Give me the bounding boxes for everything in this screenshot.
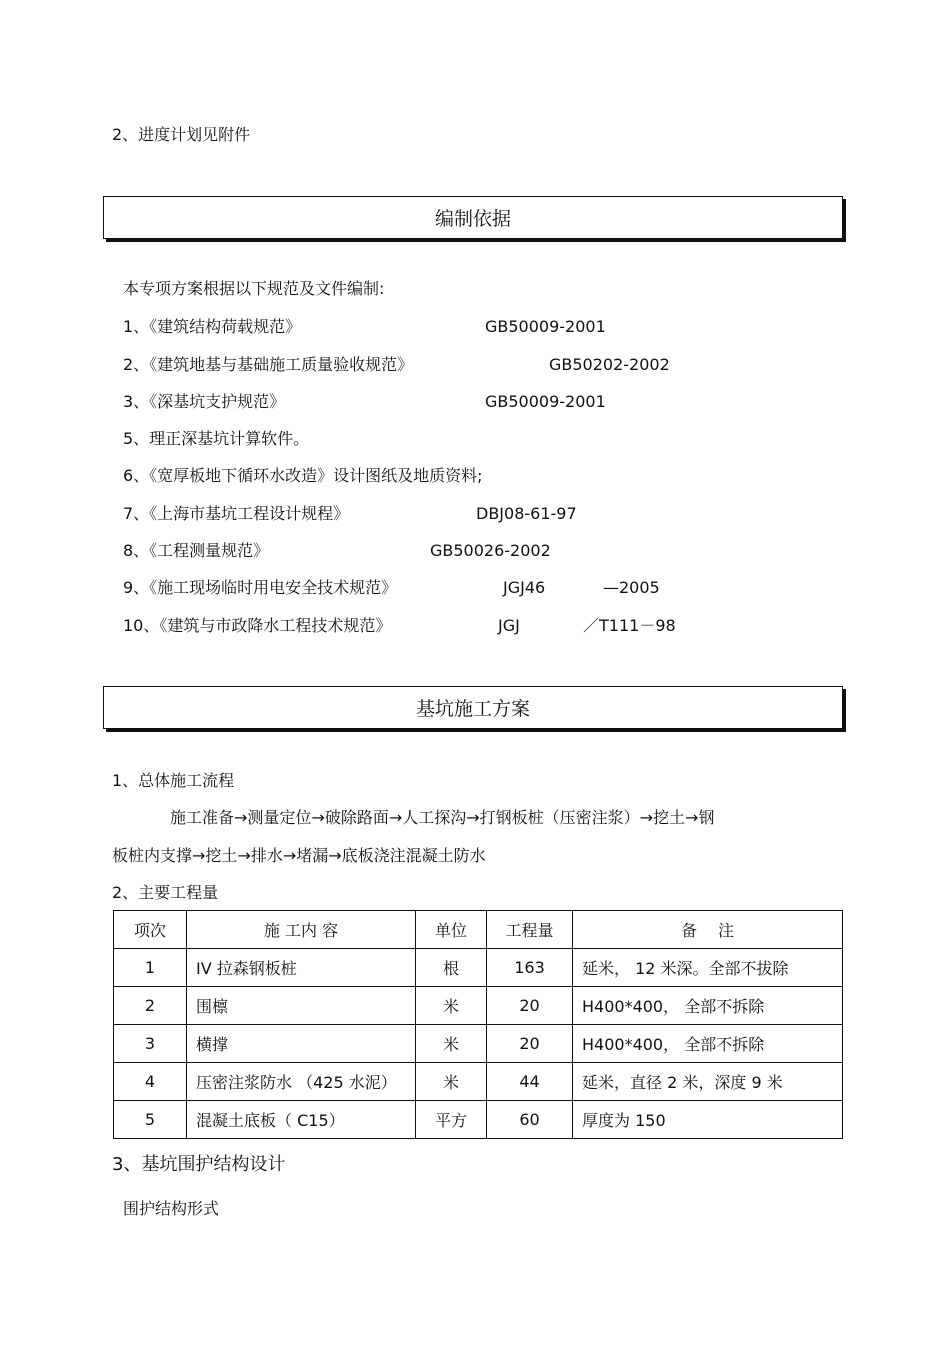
basis-item-code-suffix: ／T111－98 — [583, 616, 676, 635]
flow-heading: 1、总体施工流程 — [112, 771, 235, 790]
section-title-basis: 编制依据 — [103, 196, 843, 239]
table-cell: 4 — [114, 1063, 187, 1101]
basis-item-text: 2、《建筑地基与基础施工质量验收规范》 — [123, 355, 414, 374]
table-row — [114, 949, 843, 987]
table-cell: 横撑 — [187, 1025, 416, 1063]
table-cell: 20 — [487, 987, 573, 1025]
table-row — [114, 987, 843, 1025]
table-header-row — [114, 911, 843, 949]
table-cell: 5 — [114, 1101, 187, 1139]
basis-item-code: GB50026-2002 — [430, 541, 551, 560]
design-subheading: 围护结构形式 — [123, 1199, 220, 1218]
basis-item-text: 5、理正深基坑计算软件。 — [123, 429, 310, 448]
table-cell: 根 — [416, 949, 487, 987]
table-cell: IV 拉森钢板桩 — [187, 949, 416, 987]
basis-item-text: 9、《施工现场临时用电安全技术规范》 — [123, 578, 398, 597]
table-cell: 压密注浆防水 （425 水泥） — [187, 1063, 416, 1101]
basis-item-text: 7、《上海市基坑工程设计规程》 — [123, 504, 350, 523]
header-cell: 项次 — [114, 911, 187, 949]
table-cell: 米 — [416, 1025, 487, 1063]
quantity-table — [113, 910, 843, 1139]
design-heading: 3、基坑围护结构设计 — [112, 1154, 286, 1175]
header-cell: 工程量 — [487, 911, 573, 949]
table-cell: 厚度为 150 — [573, 1101, 843, 1139]
table-cell: 3 — [114, 1025, 187, 1063]
table-row — [114, 1063, 843, 1101]
flow-line-2: 板桩内支撑→挖土→排水→堵漏→底板浇注混凝土防水 — [112, 846, 486, 865]
basis-item-code-suffix: —2005 — [603, 578, 660, 597]
basis-item-code: DBJ08-61-97 — [476, 504, 577, 523]
table-cell: 20 — [487, 1025, 573, 1063]
table-cell: H400*400， 全部不拆除 — [573, 1025, 843, 1063]
table-cell: 延米，直径 2 米，深度 9 米 — [573, 1063, 843, 1101]
basis-item-text: 8、《工程测量规范》 — [123, 541, 270, 560]
table-cell: H400*400， 全部不拆除 — [573, 987, 843, 1025]
basis-item-code: JGJ46 — [503, 578, 546, 597]
table-cell: 44 — [487, 1063, 573, 1101]
table-cell: 混凝土底板（ C15） — [187, 1101, 416, 1139]
basis-item-text: 6、《宽厚板地下循环水改造》设计图纸及地质资料; — [123, 466, 483, 485]
table-cell: 平方 — [416, 1101, 487, 1139]
table-cell: 围檩 — [187, 987, 416, 1025]
basis-item-text: 10、《建筑与市政降水工程技术规范》 — [123, 616, 392, 635]
section-title-plan: 基坑施工方案 — [103, 686, 843, 729]
basis-intro: 本专项方案根据以下规范及文件编制: — [123, 279, 385, 298]
quantity-heading: 2、主要工程量 — [112, 883, 219, 902]
table-cell: 2 — [114, 987, 187, 1025]
basis-item-code: GB50009-2001 — [485, 317, 606, 336]
progress-plan-note: 2、进度计划见附件 — [112, 125, 251, 144]
table-row — [114, 1025, 843, 1063]
table-cell: 60 — [487, 1101, 573, 1139]
basis-item-code: GB50009-2001 — [485, 392, 606, 411]
table-row — [114, 1101, 843, 1139]
header-cell: 单位 — [416, 911, 487, 949]
table-cell: 米 — [416, 1063, 487, 1101]
table-cell: 延米， 12 米深。全部不拔除 — [573, 949, 843, 987]
header-cell: 备 注 — [573, 911, 843, 949]
basis-item-code: GB50202-2002 — [549, 355, 670, 374]
header-cell: 施 工内 容 — [187, 911, 416, 949]
basis-item-code: JGJ — [498, 616, 520, 635]
flow-line-1: 施工准备→测量定位→破除路面→人工探沟→打钢板桩（压密注浆）→挖土→钢 — [170, 808, 715, 827]
basis-item-text: 3、《深基坑支护规范》 — [123, 392, 286, 411]
table-cell: 米 — [416, 987, 487, 1025]
table-cell: 1 — [114, 949, 187, 987]
table-cell: 163 — [487, 949, 573, 987]
basis-item-text: 1、《建筑结构荷载规范》 — [123, 317, 302, 336]
